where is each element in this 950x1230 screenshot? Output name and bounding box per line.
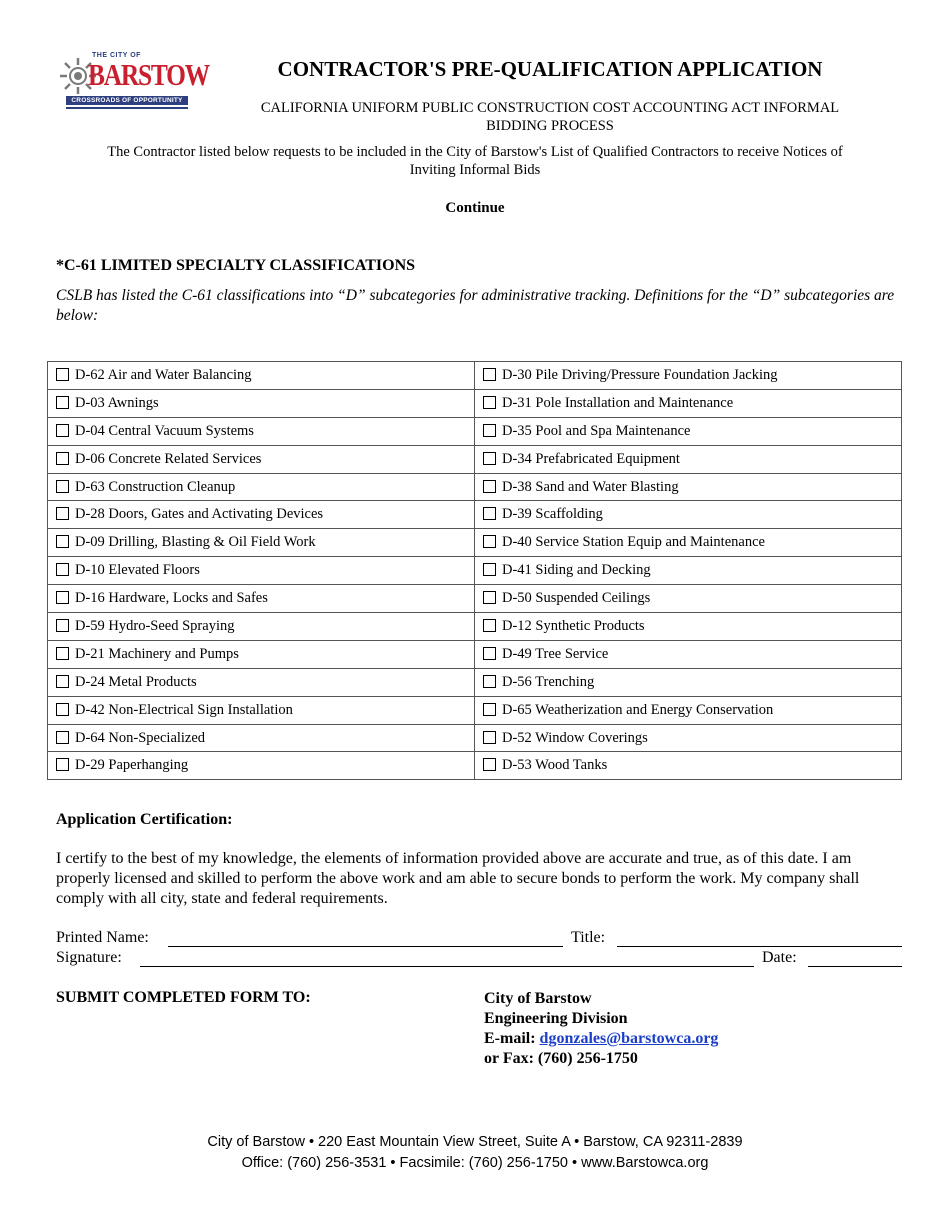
classification-label: D-04 Central Vacuum Systems xyxy=(75,422,254,439)
classification-cell xyxy=(48,362,475,390)
date-field[interactable] xyxy=(808,966,902,967)
classification-cell xyxy=(48,585,475,613)
classification-cell xyxy=(475,417,902,445)
classification-cell xyxy=(48,557,475,585)
logo-tagline: CROSSROADS OF OPPORTUNITY xyxy=(66,96,188,105)
classification-label: D-21 Machinery and Pumps xyxy=(75,645,239,662)
classification-checkbox[interactable] xyxy=(483,591,496,604)
printed-name-label: Printed Name: xyxy=(56,929,149,946)
page-footer xyxy=(0,1132,950,1174)
classification-checkbox[interactable] xyxy=(56,368,69,381)
classifications-heading: *C-61 LIMITED SPECIALTY CLASSIFICATIONS xyxy=(56,257,416,274)
classification-row xyxy=(48,445,902,473)
classification-label: D-53 Wood Tanks xyxy=(502,757,608,774)
title-label: Title: xyxy=(571,929,606,946)
submit-contact xyxy=(484,989,718,1069)
signature-field[interactable] xyxy=(140,966,754,967)
printed-name-field[interactable] xyxy=(168,946,563,947)
classification-label: D-10 Elevated Floors xyxy=(75,562,200,579)
classification-row xyxy=(48,585,902,613)
classification-row xyxy=(48,473,902,501)
classification-cell xyxy=(48,417,475,445)
classification-checkbox[interactable] xyxy=(56,480,69,493)
classification-row xyxy=(48,389,902,417)
classification-cell xyxy=(475,724,902,752)
classification-cell xyxy=(48,473,475,501)
classification-row xyxy=(48,613,902,641)
classification-checkbox[interactable] xyxy=(483,535,496,548)
classification-checkbox[interactable] xyxy=(483,731,496,744)
form-title: CONTRACTOR'S PRE-QUALIFICATION APPLICATION xyxy=(277,57,823,81)
classification-label: D-29 Paperhanging xyxy=(75,757,189,774)
classification-cell xyxy=(48,389,475,417)
classification-label: D-56 Trenching xyxy=(502,673,595,690)
classification-label: D-63 Construction Cleanup xyxy=(75,478,236,495)
classification-cell xyxy=(48,668,475,696)
classification-cell xyxy=(475,613,902,641)
classification-label: D-09 Drilling, Blasting & Oil Field Work xyxy=(75,534,316,551)
classifications-note: CSLB has listed the C-61 classifications into “D” subcategories for administrative tracking. Definitions for the “D” subcategories are below: xyxy=(56,287,895,324)
classification-checkbox[interactable] xyxy=(483,480,496,493)
subtitle-line-2: BIDDING PROCESS xyxy=(486,118,614,134)
classification-checkbox-table xyxy=(47,361,902,780)
classification-label: D-50 Suspended Ceilings xyxy=(502,590,651,607)
contact-email-row xyxy=(484,1029,718,1049)
classification-cell xyxy=(475,362,902,390)
classification-cell xyxy=(475,640,902,668)
classification-label: D-42 Non-Electrical Sign Installation xyxy=(75,701,293,718)
classification-label: D-24 Metal Products xyxy=(75,673,197,690)
classification-checkbox[interactable] xyxy=(483,675,496,688)
classification-checkbox[interactable] xyxy=(483,396,496,409)
classification-checkbox[interactable] xyxy=(483,424,496,437)
classification-cell xyxy=(48,529,475,557)
classification-checkbox[interactable] xyxy=(56,731,69,744)
classification-cell xyxy=(475,501,902,529)
logo-name: BARSTOW xyxy=(88,57,209,92)
subtitle-line-1: CALIFORNIA UNIFORM PUBLIC CONSTRUCTION COST ACCOUNTING ACT INFORMAL xyxy=(260,100,840,116)
classification-row xyxy=(48,724,902,752)
classification-checkbox[interactable] xyxy=(56,535,69,548)
logo-city-of: THE CITY OF xyxy=(92,52,141,59)
classification-label: D-65 Weatherization and Energy Conservation xyxy=(502,701,774,718)
classification-label: D-49 Tree Service xyxy=(502,645,609,662)
classification-checkbox[interactable] xyxy=(56,647,69,660)
contact-division: Engineering Division xyxy=(484,1010,628,1027)
classification-label: D-06 Concrete Related Services xyxy=(75,450,262,467)
classification-checkbox[interactable] xyxy=(483,703,496,716)
intro-line-2: Inviting Informal Bids xyxy=(409,162,541,178)
classification-checkbox[interactable] xyxy=(56,591,69,604)
classification-cell xyxy=(48,724,475,752)
classification-cell xyxy=(475,585,902,613)
certification-text: I certify to the best of my knowledge, the elements of information provided above are accurate and true, as of this date. I am properly licensed and skilled to perform the above work and am able to secure bonds to perform the work. My company shall comply with all city, state and federal requirements. xyxy=(56,850,860,907)
continue-label: Continue xyxy=(445,200,505,216)
classification-cell xyxy=(48,613,475,641)
email-link[interactable]: dgonzales@barstowca.org xyxy=(539,1030,719,1047)
submit-label: SUBMIT COMPLETED FORM TO: xyxy=(56,989,311,1006)
signature-label: Signature: xyxy=(56,949,122,966)
classification-cell xyxy=(475,473,902,501)
email-label: E-mail: xyxy=(484,1030,540,1047)
classification-checkbox[interactable] xyxy=(56,675,69,688)
classification-label: D-34 Prefabricated Equipment xyxy=(502,450,680,467)
classification-row xyxy=(48,696,902,724)
classification-row xyxy=(48,752,902,780)
classification-checkbox[interactable] xyxy=(483,507,496,520)
classification-row xyxy=(48,529,902,557)
classification-label: D-52 Window Coverings xyxy=(502,729,648,746)
classification-label: D-41 Siding and Decking xyxy=(502,562,651,579)
classification-label: D-30 Pile Driving/Pressure Foundation Jacking xyxy=(502,366,778,383)
classification-checkbox[interactable] xyxy=(56,452,69,465)
intro-line-1: The Contractor listed below requests to be included in the City of Barstow's List of Qualified Contractors to receive Notices of xyxy=(107,144,843,160)
classification-checkbox[interactable] xyxy=(483,758,496,771)
classification-cell xyxy=(48,752,475,780)
classification-cell xyxy=(475,445,902,473)
classification-label: D-35 Pool and Spa Maintenance xyxy=(502,422,691,439)
contact-org: City of Barstow xyxy=(484,990,592,1007)
classification-label: D-40 Service Station Equip and Maintenance xyxy=(502,534,765,551)
classification-cell xyxy=(475,752,902,780)
title-field[interactable] xyxy=(617,946,902,947)
classification-row xyxy=(48,501,902,529)
classification-label: D-62 Air and Water Balancing xyxy=(75,366,252,383)
certification-heading: Application Certification: xyxy=(56,811,233,828)
classification-row xyxy=(48,640,902,668)
classification-cell xyxy=(475,668,902,696)
classification-checkbox[interactable] xyxy=(483,619,496,632)
footer-address: City of Barstow • 220 East Mountain View Street, Suite A • Barstow, CA 92311-2839 xyxy=(207,1134,743,1150)
classification-checkbox[interactable] xyxy=(56,758,69,771)
classification-cell xyxy=(48,640,475,668)
classification-label: D-38 Sand and Water Blasting xyxy=(502,478,679,495)
contact-fax: or Fax: (760) 256-1750 xyxy=(484,1050,638,1067)
classification-checkbox[interactable] xyxy=(56,396,69,409)
classification-label: D-16 Hardware, Locks and Safes xyxy=(75,590,268,607)
classification-label: D-03 Awnings xyxy=(75,394,159,411)
classification-row xyxy=(48,668,902,696)
classification-checkbox[interactable] xyxy=(483,452,496,465)
city-logo xyxy=(58,52,209,114)
date-label: Date: xyxy=(762,949,797,966)
classification-label: D-28 Doors, Gates and Activating Devices xyxy=(75,506,324,523)
classification-checkbox[interactable] xyxy=(56,507,69,520)
classification-checkbox[interactable] xyxy=(56,619,69,632)
classification-cell xyxy=(48,696,475,724)
classification-row xyxy=(48,557,902,585)
classification-checkbox[interactable] xyxy=(483,368,496,381)
classification-label: D-59 Hydro-Seed Spraying xyxy=(75,617,235,634)
form-subtitle xyxy=(215,99,885,135)
intro-text xyxy=(56,143,894,179)
classification-label: D-31 Pole Installation and Maintenance xyxy=(502,394,734,411)
classification-label: D-12 Synthetic Products xyxy=(502,617,645,634)
footer-contact: Office: (760) 256-3531 • Facsimile: (760) 256-1750 • www.Barstowca.org xyxy=(241,1155,709,1171)
classification-row xyxy=(48,417,902,445)
classification-checkbox[interactable] xyxy=(56,424,69,437)
classification-cell xyxy=(475,696,902,724)
classification-cell xyxy=(475,389,902,417)
classification-label: D-64 Non-Specialized xyxy=(75,729,206,746)
classification-cell xyxy=(48,445,475,473)
classification-label: D-39 Scaffolding xyxy=(502,506,603,523)
classification-checkbox[interactable] xyxy=(483,563,496,576)
classification-cell xyxy=(48,501,475,529)
classification-row xyxy=(48,362,902,390)
classification-cell xyxy=(475,529,902,557)
classification-checkbox[interactable] xyxy=(483,647,496,660)
logo-underline xyxy=(66,107,188,109)
classification-cell xyxy=(475,557,902,585)
classification-checkbox[interactable] xyxy=(56,563,69,576)
classification-checkbox[interactable] xyxy=(56,703,69,716)
